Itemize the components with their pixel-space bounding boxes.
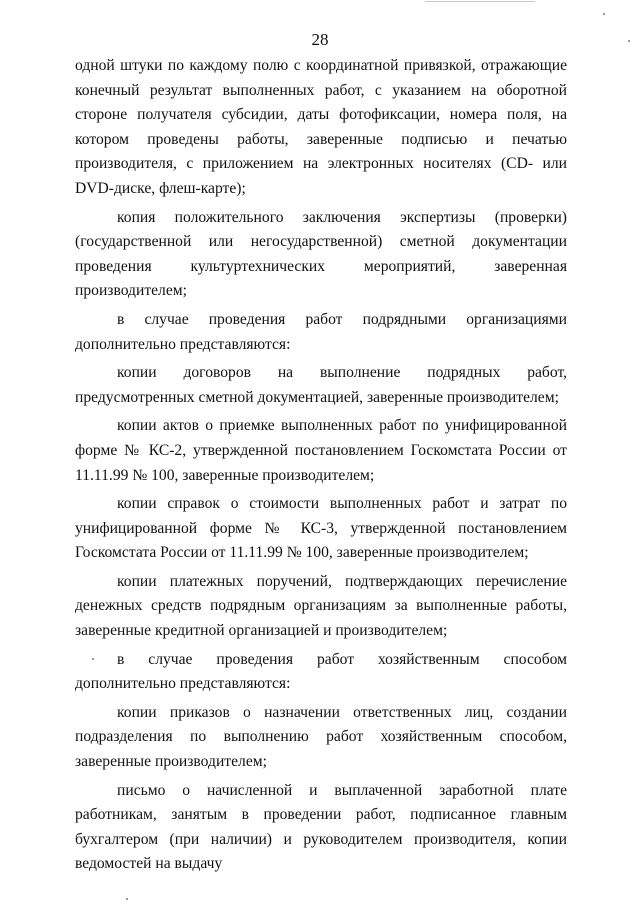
paragraph-ks2-acts: копии актов о приемке выполненных работ по унифицированной форме № КС-2, утвержденной постановлением Госкомстата России от 11.11.99 № 100, заверенные производителем;: [75, 417, 567, 484]
scan-artifact-line: [425, 1, 535, 2]
paragraph-salary-letter: письмо о начисленной и выплаченной заработной плате работникам, занятым в проведении работ, подписанное главным бухгалтером (при наличии) и руководителем производителя, копии ведомостей на выдачу: [75, 781, 567, 873]
body-text: [75, 54, 567, 881]
scan-artifact-dot: [126, 898, 128, 900]
paragraph-contract-copies: копии договоров на выполнение подрядных работ, предусмотренных сметной документацией, заверенные производителем;: [75, 364, 567, 406]
paragraph-expertise-copy: копия положительного заключения экспертизы (проверки) (государственной или негосударственной) сметной документации проведения культуртехнических мероприятий, заверенная производителем;: [75, 208, 567, 300]
paragraph-continuation: одной штуки по каждому полю с координатной привязкой, отражающие конечный результат выполненных работ, с указанием на оборотной стороне получателя субсидии, даты фотофиксации, номера поля, на котором проведены работы, заверенные подписью и печатью производителя, с приложением на электронных носителях (CD- или DVD-диске, флеш-карте);: [75, 57, 567, 197]
paragraph-household-intro: в случае проведения работ хозяйственным способом дополнительно представляются:: [75, 650, 567, 693]
paragraph-contractor-intro: в случае проведения работ подрядными организациями дополнительно представляются:: [75, 310, 567, 353]
scan-artifact-dot: [603, 13, 605, 15]
paragraph-ks3-certificates: копии справок о стоимости выполненных работ и затрат по унифицированной форме № КС-3, утвержденной постановлением Госкомстата России от 11.11.99 № 100, заверенные производителем;: [75, 495, 567, 562]
paragraph-orders-copies: копии приказов о назначении ответственных лиц, создании подразделения по выполнению работ хозяйственным способом, заверенные производителем;: [75, 703, 567, 771]
paragraph-payment-orders: копии платежных поручений, подтверждающих перечисление денежных средств подрядным организациям за выполненные работы, заверенные кредитной организацией и производителем;: [75, 572, 567, 640]
page-number: 28: [311, 30, 329, 49]
